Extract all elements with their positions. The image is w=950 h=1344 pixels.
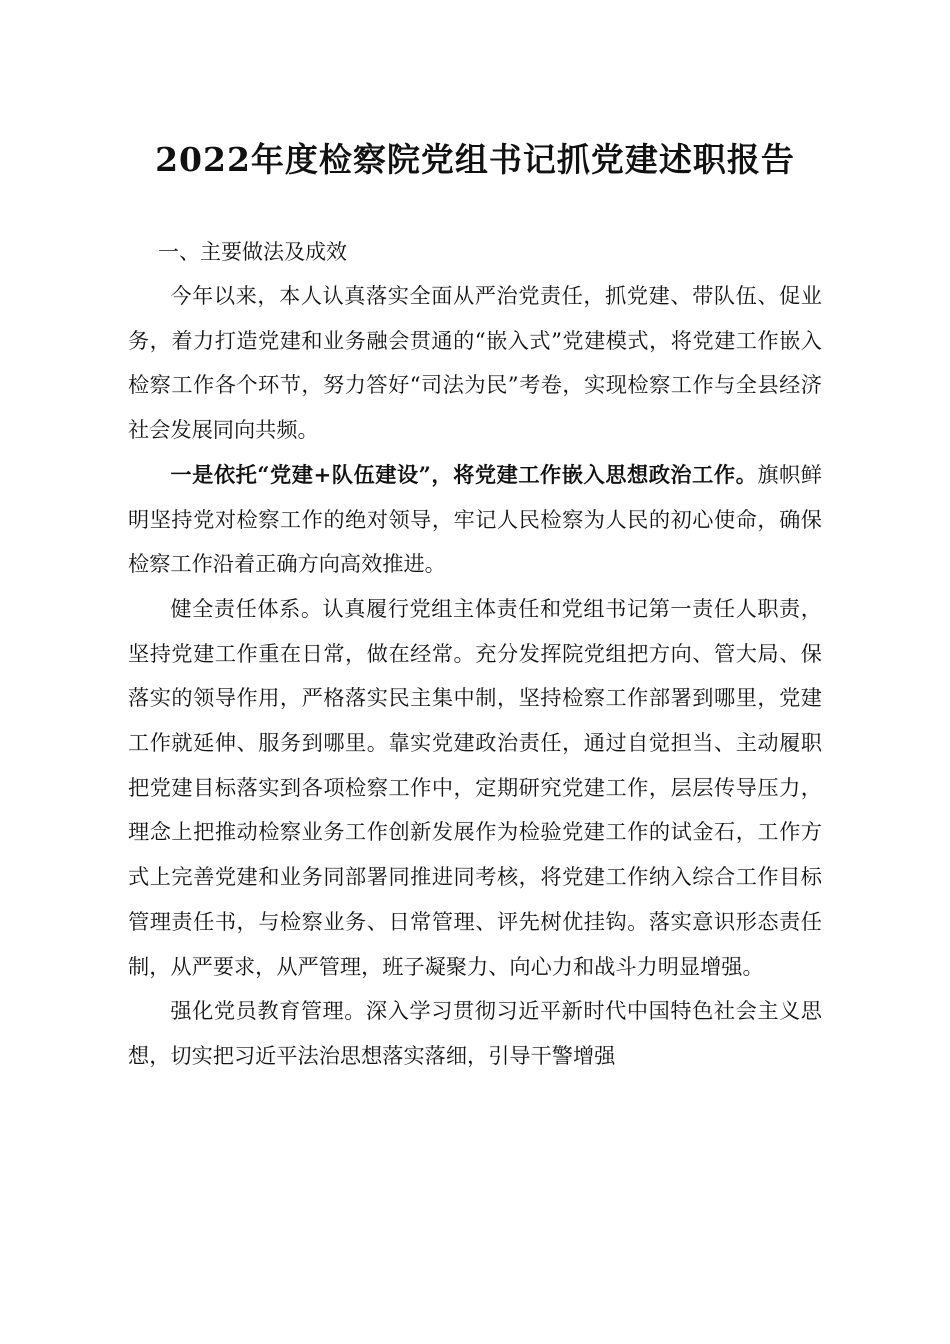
paragraph-lead-sentence: 一是依托“党建+队伍建设”，将党建工作嵌入思想政治工作。	[170, 461, 758, 487]
paragraph-party-building-team	[128, 453, 822, 587]
paragraph-body-text: 旗帜鲜明坚持党对检察工作的绝对领导，牢记人民检察为人民的初心使命，确保检察工作沿着正确方向高效推进。	[128, 461, 822, 577]
section-heading: 一、主要做法及成效	[158, 240, 347, 264]
document-body	[128, 230, 822, 1079]
paragraph-responsibility-system: 健全责任体系。认真履行党组主体责任和党组书记第一责任人职责，坚持党建工作重在日常，做在经常。充分发挥院党组把方向、管大局、保落实的领导作用，严格落实民主集中制，坚持检察工作部署到哪里，党建工作就延伸、服务到哪里。靠实党建政治责任，通过自觉担当、主动履职把党建目标落实到各项检察工作中，定期研究党建工作，层层传导压力，理念上把推动检察业务工作创新发展作为检验党建工作的试金石，工作方式上完善党建和业务同部署同推进同考核，将党建工作纳入综合工作目标管理责任书，与检察业务、日常管理、评先树优挂钩。落实意识形态责任制，从严要求，从严管理，班子凝聚力、向心力和战斗力明显增强。	[128, 595, 822, 979]
document-title: 2022年度检察院党组书记抓党建述职报告	[155, 140, 795, 179]
paragraph-intro: 今年以来，本人认真落实全面从严治党责任，抓党建、带队伍、促业务，着力打造党建和业务融会贯通的“嵌入式”党建模式，将党建工作嵌入检察工作各个环节，努力答好“司法为民”考卷，实现检察工作与全县经济社会发展同向共频。	[128, 283, 822, 443]
paragraph-member-education: 强化党员教育管理。深入学习贯彻习近平新时代中国特色社会主义思想，切实把习近平法治思想落实落细，引导干警增强	[128, 998, 822, 1068]
